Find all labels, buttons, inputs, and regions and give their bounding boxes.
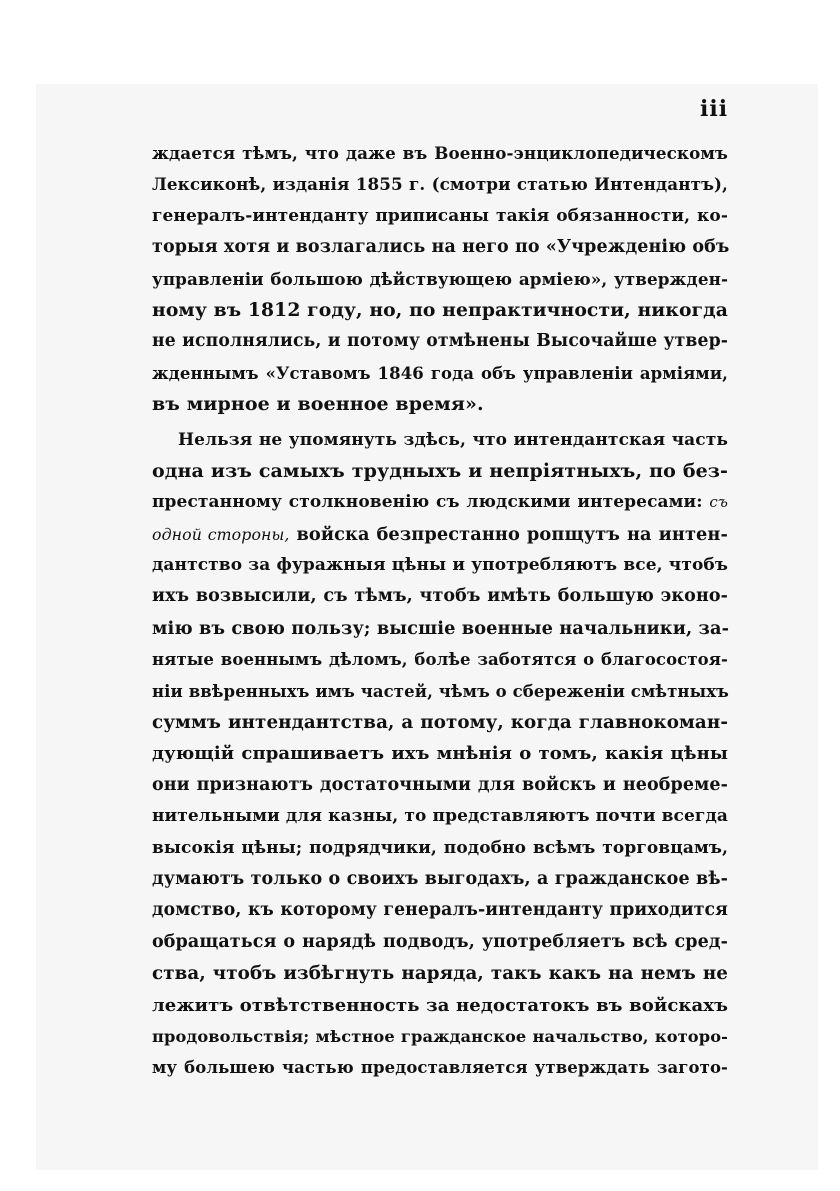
text-line: торыя хотя и возлагались на него по «Учрежденію объ <box>152 237 730 258</box>
text-line: ному въ 1812 году, но, по непрактичности, никогда <box>152 298 728 321</box>
italic-text: съ <box>709 493 728 512</box>
page-number: iii <box>700 96 729 122</box>
text-line <box>152 519 728 550</box>
text-line: не исполнялись, и потому отмѣнены Высочайше утвер- <box>152 331 728 352</box>
text-line: мію въ свою пользу; высшіе военные начальники, за- <box>152 617 730 639</box>
text-line: одна изъ самыхъ трудныхъ и непріятныхъ, по без- <box>152 459 728 482</box>
text-line: ихъ возвысили, съ тѣмъ, чтобъ имѣть большую эконо- <box>152 586 728 607</box>
text-segment: престанному столкновенію съ людскими интересами: <box>152 492 703 513</box>
text-line <box>152 487 728 518</box>
text-line: нительными для казны, то представляютъ почти всегда <box>152 806 728 827</box>
text-line: нятые военнымъ дѣломъ, болѣе заботятся о благосостоя- <box>152 650 728 670</box>
text-line: ніи ввѣренныхъ имъ частей, чѣмъ о сбереженіи смѣтныхъ <box>152 681 729 701</box>
text-line: дантство за фуражныя цѣны и употребляютъ все, чтобъ <box>152 555 728 576</box>
text-line: продовольствія; мѣстное гражданское начальство, которо- <box>152 1026 728 1046</box>
text-line: думаютъ только о своихъ выгодахъ, а гражданское вѣ- <box>152 868 728 889</box>
text-line: дующій спрашиваетъ ихъ мнѣнія о томъ, какія цѣны <box>152 743 728 765</box>
text-line: суммъ интендантства, а потому, когда главнокоман- <box>152 712 728 734</box>
text-line: му большею частью предоставляется утверждать загото- <box>152 1058 728 1078</box>
text-line: въ мирное и военное время». <box>152 393 484 416</box>
text-segment: войска безпрестанно ропщутъ на интен- <box>296 523 728 545</box>
text-line: обращаться о нарядѣ подводъ, употребляетъ всѣ сред- <box>152 931 728 952</box>
body-text <box>152 138 728 1084</box>
text-line: лежитъ отвѣтственность за недостатокъ въ войскахъ <box>152 994 728 1016</box>
text-line: Лексиконѣ, изданія 1855 г. (смотри статью Интендантъ), <box>152 174 728 195</box>
italic-text: одной стороны, <box>152 524 290 544</box>
text-line: жденнымъ «Уставомъ 1846 года объ управленіи арміями, <box>152 363 728 383</box>
text-line: Нельзя не упомянуть здѣсь, что интендантская часть <box>178 429 728 450</box>
text-line: ждается тѣмъ, что даже въ Военно-энциклопедическомъ <box>152 143 728 163</box>
text-line: высокія цѣны; подрядчики, подобно всѣмъ торговцамъ, <box>152 837 728 858</box>
text-line: ства, чтобъ избѣгнуть наряда, такъ какъ на немъ не <box>152 963 728 985</box>
text-line: генералъ-интенданту приписаны такія обязанности, ко- <box>152 205 728 226</box>
text-line: они признаютъ достаточными для войскъ и необреме- <box>152 774 728 795</box>
text-line: домство, къ которому генералъ-интенданту приходится <box>152 900 728 921</box>
text-line: управленіи большою дѣйствующею арміею», утвержден- <box>152 268 728 289</box>
